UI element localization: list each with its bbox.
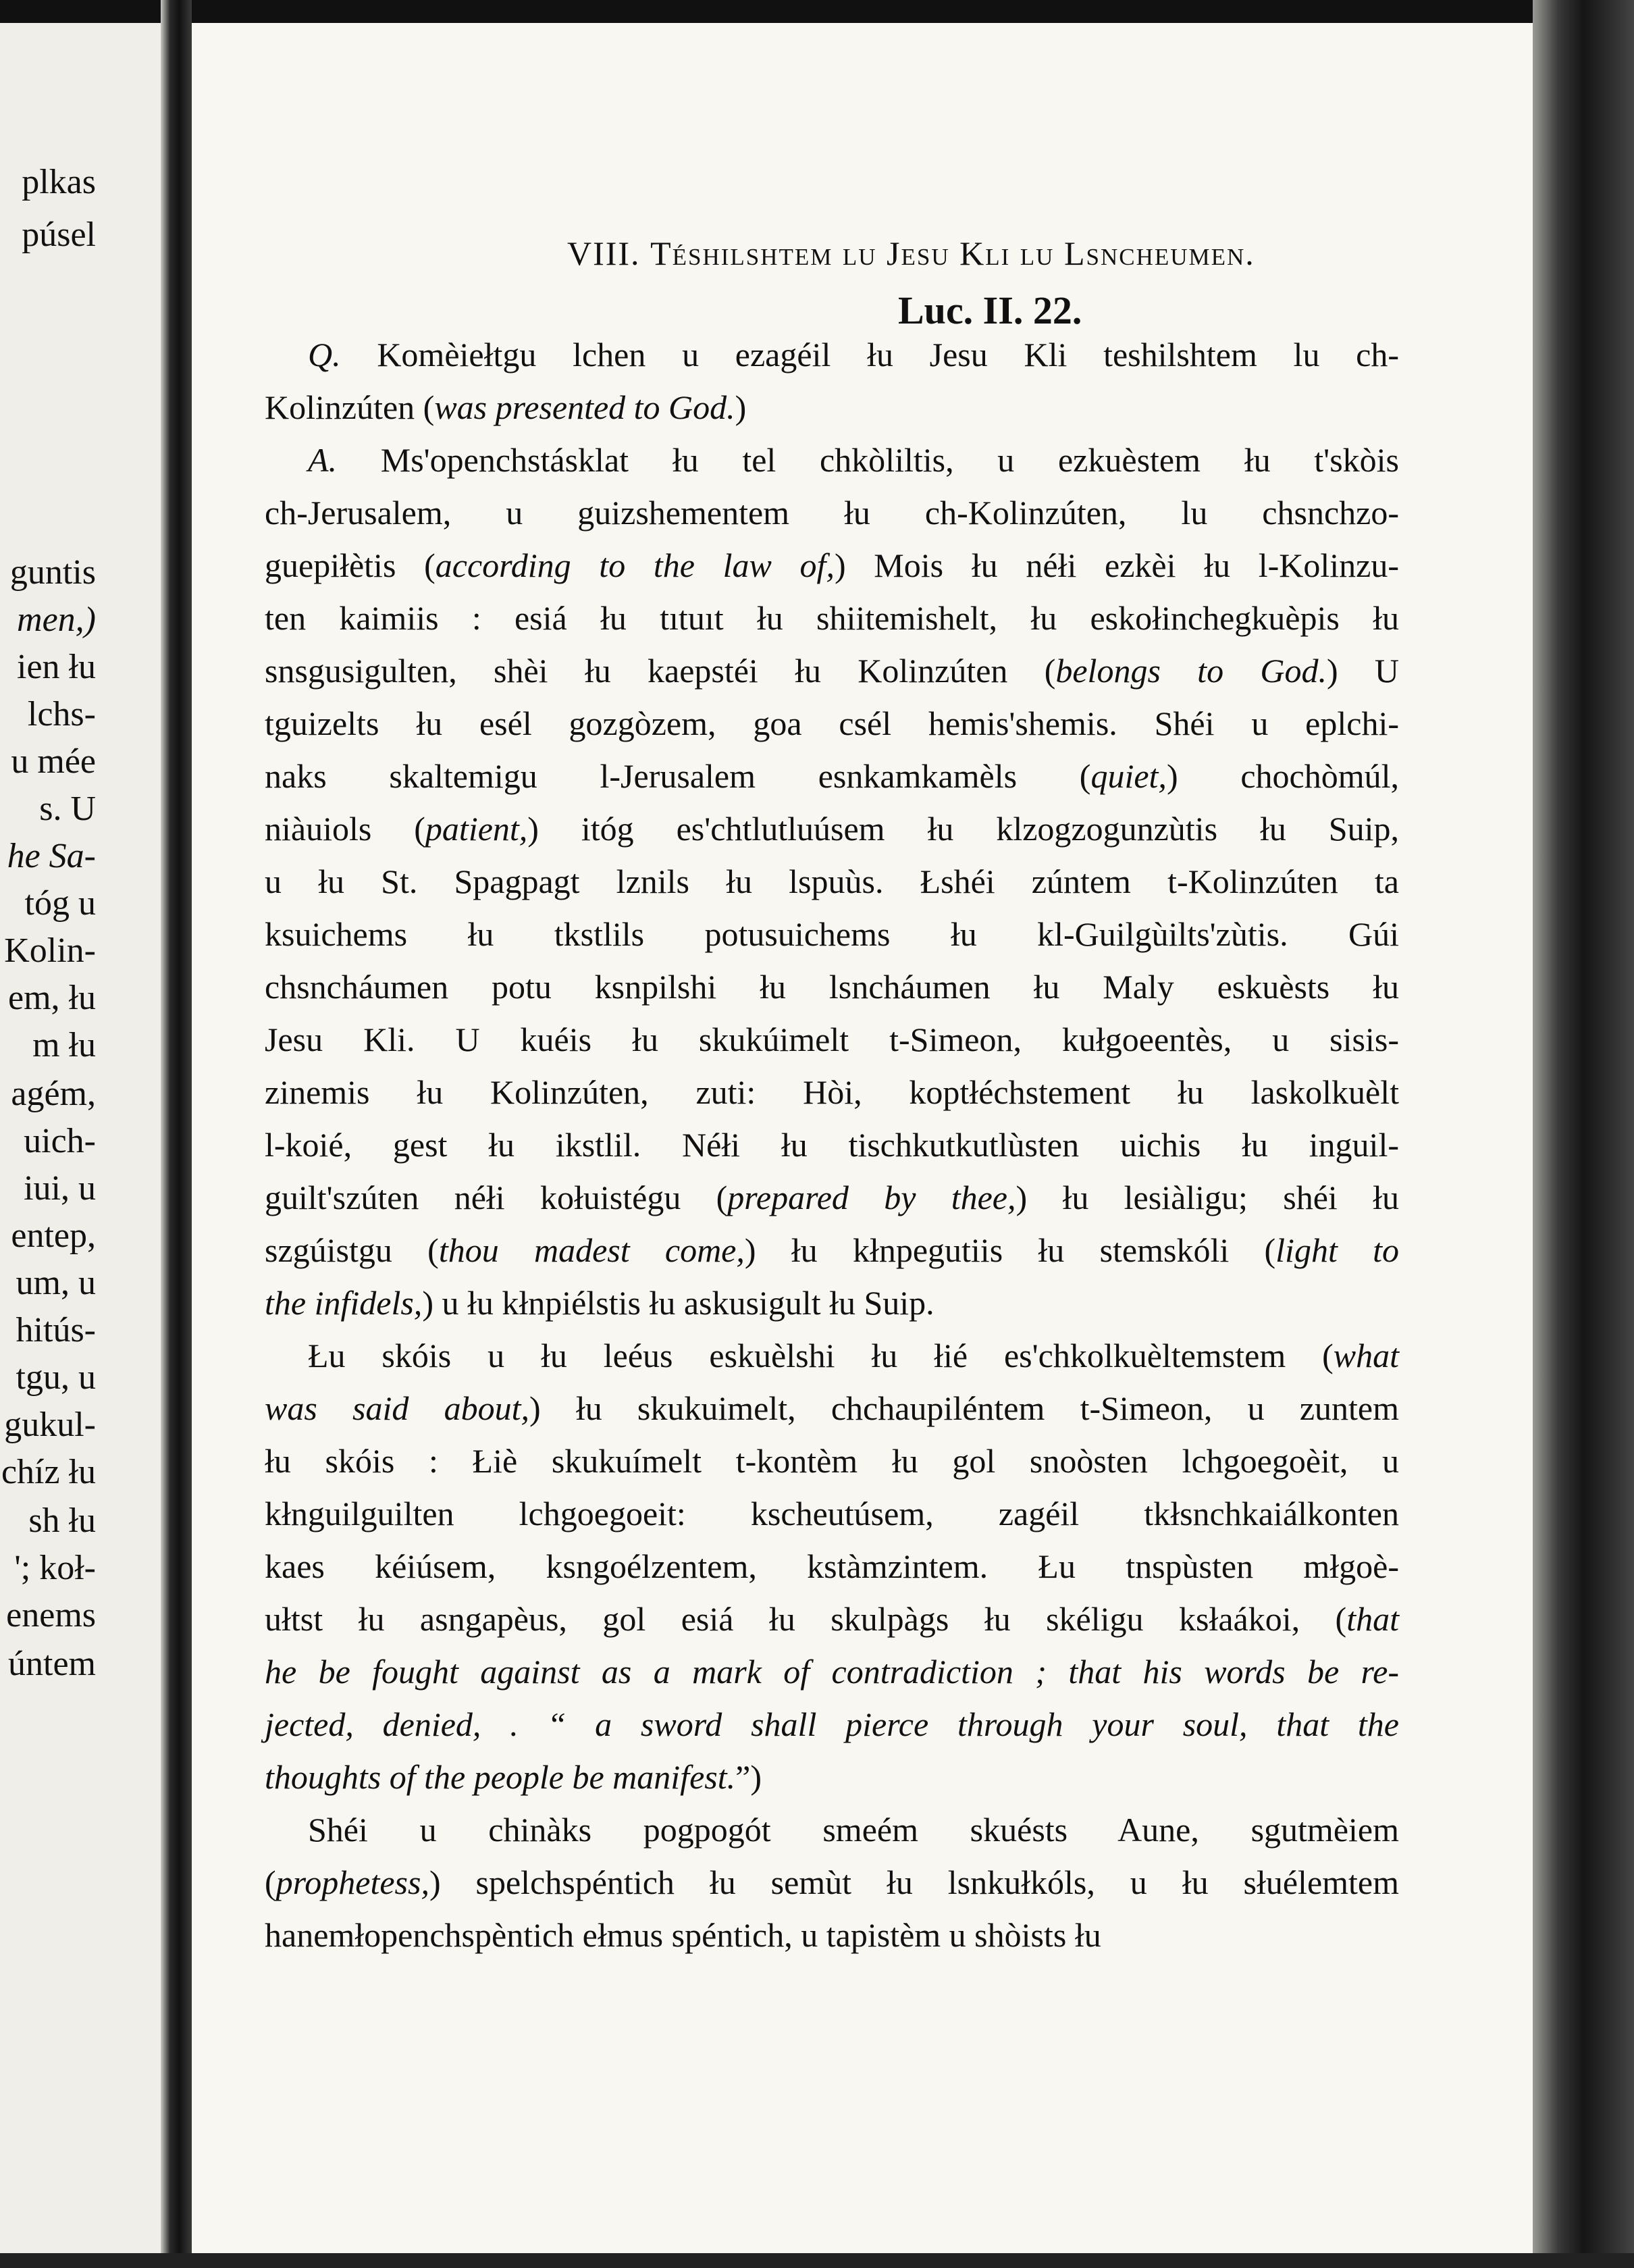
text-line <box>265 960 1399 1013</box>
text-run: chsncháumen potu ksnpilshi łu lsncháumen łu Maly eskuèsts łu <box>265 968 1399 1006</box>
left-page-text-fragment: guntis <box>9 553 96 592</box>
chapter-title-word: Kli <box>959 234 1011 272</box>
italic-gloss: according to the law of, <box>435 546 835 584</box>
text-run: naks skaltemigu l-Jerusalem esnkamkamèls ( <box>265 757 1091 795</box>
text-line <box>265 1540 1399 1593</box>
text-line <box>265 1751 1399 1803</box>
left-page-text-fragment: he Sa- <box>7 837 96 875</box>
left-page-text-fragment: enems <box>6 1596 96 1634</box>
italic-gloss: patient, <box>425 810 528 848</box>
text-line <box>265 328 1399 381</box>
italic-gloss: A. <box>308 441 338 479</box>
text-run: ) itóg es'chtlutluúsem łu klzogzogunzùtis łu Suip, <box>527 810 1399 848</box>
scan-border-bottom <box>0 2253 1634 2268</box>
text-run: Łu skóis u łu leéus eskuèlshi łu łié es'chkolkuèltemstem ( <box>308 1337 1334 1374</box>
text-run: Komèiełtgu lchen u ezagéil łu Jesu Kli teshilshtem lu ch- <box>340 336 1399 373</box>
text-run: zinemis łu Kolinzúten, zuti: Hòi, koptłéchstement łu laskolkuèlt <box>265 1073 1399 1111</box>
italic-gloss: the infidels, <box>265 1284 423 1322</box>
left-page-text-fragment: iui, u <box>24 1169 96 1208</box>
text-line <box>265 381 1399 434</box>
text-run: ułtst łu asngapèus, gol esiá łu skulpàgs łu skéligu ksłaákoi, ( <box>265 1600 1347 1638</box>
text-line <box>265 1171 1399 1224</box>
text-line <box>265 539 1399 592</box>
left-page-text-fragment: tóg u <box>24 884 96 923</box>
text-run: ) chochòmúl, <box>1166 757 1399 795</box>
text-run: ) łu skukuimelt, chchaupiléntem t-Simeon, u zuntem <box>529 1389 1399 1427</box>
text-line <box>265 1645 1399 1698</box>
scan-border-top <box>0 0 1634 23</box>
text-line <box>265 1224 1399 1277</box>
text-line <box>265 1066 1399 1118</box>
text-line <box>265 644 1399 697</box>
scripture-reference: Luc. II. 22. <box>898 288 1082 332</box>
left-page-text-fragment: gukul- <box>4 1406 96 1444</box>
text-run: ksuichems łu tkstlils potusuichems łu kl-Guilgùilts'zùtis. Gúi <box>265 915 1399 953</box>
italic-gloss: belongs to God. <box>1055 652 1327 690</box>
text-run: ”) <box>735 1758 762 1796</box>
text-line <box>265 750 1399 802</box>
body-text <box>265 328 1399 1961</box>
chapter-title-word: Jesu <box>887 234 950 272</box>
text-run: u łu St. Spagpagt lznils łu lspuùs. Łshéi zúntem t-Kolinzúten ta <box>265 862 1399 900</box>
left-page-text-fragment: men,) <box>17 600 96 639</box>
text-run: guilt'szúten néłi kołuistégu ( <box>265 1179 728 1216</box>
text-line <box>265 802 1399 855</box>
text-line <box>265 1382 1399 1435</box>
text-run: szgúistgu ( <box>265 1231 439 1269</box>
text-run: l-koié, gest łu ikstlil. Néłi łu tischkutkutlùsten uichis łu inguil- <box>265 1126 1399 1164</box>
left-page-text-fragment: uich- <box>24 1122 96 1160</box>
page-edge-stack <box>1533 0 1634 2268</box>
text-run: ten kaimiis : esiá łu tıtuıt łu shiitemishelt, łu eskołinchegkuèpis łu <box>265 599 1399 637</box>
chapter-title-word: lu <box>842 234 877 272</box>
text-line <box>265 1698 1399 1751</box>
text-line <box>265 1487 1399 1540</box>
text-run: tguizelts łu esél gozgòzem, goa csél hemis'shemis. Shéi u eplchi- <box>265 704 1399 742</box>
text-line <box>265 486 1399 539</box>
text-run: Jesu Kli. U kuéis łu skukúimelt t-Simeon, kułgoeentès, u sisis- <box>265 1021 1399 1058</box>
left-page-text-fragment: um, u <box>16 1264 96 1302</box>
text-run: ( <box>265 1863 276 1901</box>
text-line <box>265 592 1399 644</box>
text-line <box>265 1013 1399 1066</box>
text-run: ch-Jerusalem, u guizshementem łu ch-Kolinzúten, lu chsnchzo- <box>265 494 1399 532</box>
text-run: ) łu lesiàligu; shéi łu <box>1016 1179 1399 1216</box>
text-line <box>265 1803 1399 1856</box>
text-line <box>265 434 1399 486</box>
left-page-text-fragment: Kolin- <box>4 931 96 970</box>
left-page-fragment <box>0 23 161 2253</box>
left-page-text-fragment: úntem <box>8 1645 96 1683</box>
left-page-text-fragment: plkas <box>22 163 96 201</box>
text-run: łu skóis : Łiè skukuímelt t-kontèm łu gol snoòsten lchgoegoèit, u <box>265 1442 1399 1480</box>
text-run: kaes kéiúsem, ksngoélzentem, kstàmzintem. Łu tnspùsten młgoè- <box>265 1547 1399 1585</box>
italic-gloss: light to <box>1275 1231 1399 1269</box>
text-line <box>265 855 1399 908</box>
text-run: ) U <box>1326 652 1400 690</box>
left-page-text-fragment: m łu <box>32 1026 96 1064</box>
italic-gloss: that <box>1346 1600 1399 1638</box>
left-page-text-fragment: em, łu <box>8 979 96 1017</box>
left-page-text-fragment: ien łu <box>17 648 96 686</box>
text-line <box>265 1118 1399 1171</box>
italic-gloss: what <box>1333 1337 1399 1374</box>
italic-gloss: Q. <box>308 336 341 373</box>
left-page-text-fragment: agém, <box>11 1075 96 1113</box>
left-page-text-fragment: chíz łu <box>1 1453 96 1491</box>
text-run: ) łu kłnpegutiis łu stemskóli ( <box>744 1231 1276 1269</box>
text-run: ) u łu kłnpiélstis łu askusigult łu Suip. <box>422 1284 934 1322</box>
text-line <box>265 908 1399 960</box>
left-page-text-fragment: s. U <box>39 790 96 828</box>
text-line <box>265 1593 1399 1645</box>
italic-gloss: jected, denied, . “ a sword shall pierce through your soul, that the <box>265 1705 1399 1743</box>
text-run: ) Mois łu néłi ezkèi łu l-Kolinzu- <box>834 546 1400 584</box>
left-page-text-fragment: entep, <box>11 1216 96 1255</box>
book-gutter <box>161 0 192 2268</box>
italic-gloss: he be fought against as a mark of contradiction ; that his words be re- <box>265 1653 1399 1691</box>
chapter-numeral: VIII. <box>567 234 641 272</box>
chapter-title-word: Téshilshtem <box>650 234 833 272</box>
text-run: snsgusigulten, shèi łu kaepstéi łu Kolinzúten ( <box>265 652 1056 690</box>
left-page-text-fragment: púsel <box>22 215 96 254</box>
text-line <box>265 1435 1399 1487</box>
italic-gloss: was presented to God. <box>434 388 735 426</box>
left-page-text-fragment: lchs- <box>27 695 96 733</box>
text-line <box>265 1856 1399 1909</box>
italic-gloss: thou madest come, <box>438 1231 745 1269</box>
text-run: hanemłopenchspèntich ełmus spéntich, u tapistèm u shòists łu <box>265 1916 1101 1954</box>
left-page-text-fragment: tgu, u <box>16 1358 96 1397</box>
italic-gloss: quiet, <box>1090 757 1167 795</box>
chapter-title-word: Lsncheumen. <box>1063 234 1255 272</box>
left-page-text-fragment: hitús- <box>16 1311 96 1349</box>
text-line <box>265 1909 1399 1961</box>
italic-gloss: was said about, <box>265 1389 529 1427</box>
text-line <box>265 1277 1399 1329</box>
text-run: Kolinzúten ( <box>265 388 435 426</box>
text-run: guepiłètis ( <box>265 546 436 584</box>
text-run: ) spelchspéntich łu semùt łu lsnkułkóls, u łu słuélemtem <box>429 1863 1399 1901</box>
left-page-text-fragment: '; koł- <box>14 1549 96 1587</box>
chapter-heading <box>567 234 1255 273</box>
italic-gloss: prophetess, <box>275 1863 429 1901</box>
left-page-text-fragment: sh łu <box>28 1501 96 1540</box>
text-run: Ms'openchstásklat łu tel chkòliltis, u ezkuèstem łu t'skòis <box>337 441 1399 479</box>
left-page-text-fragment: u mée <box>11 742 96 781</box>
text-line <box>265 1329 1399 1382</box>
text-run: Shéi u chinàks pogpogót smeém skuésts Aune, sgutmèiem <box>308 1811 1399 1849</box>
text-run: kłnguilguilten lchgoegoeit: kscheutúsem, zagéil tkłsnchkaiálkonten <box>265 1495 1399 1532</box>
italic-gloss: thoughts of the people be manifest. <box>265 1758 736 1796</box>
text-run: ) <box>735 388 747 426</box>
italic-gloss: prepared by thee, <box>727 1179 1016 1216</box>
chapter-title-word: lu <box>1020 234 1055 272</box>
text-run: niàuiols ( <box>265 810 425 848</box>
text-line <box>265 697 1399 750</box>
